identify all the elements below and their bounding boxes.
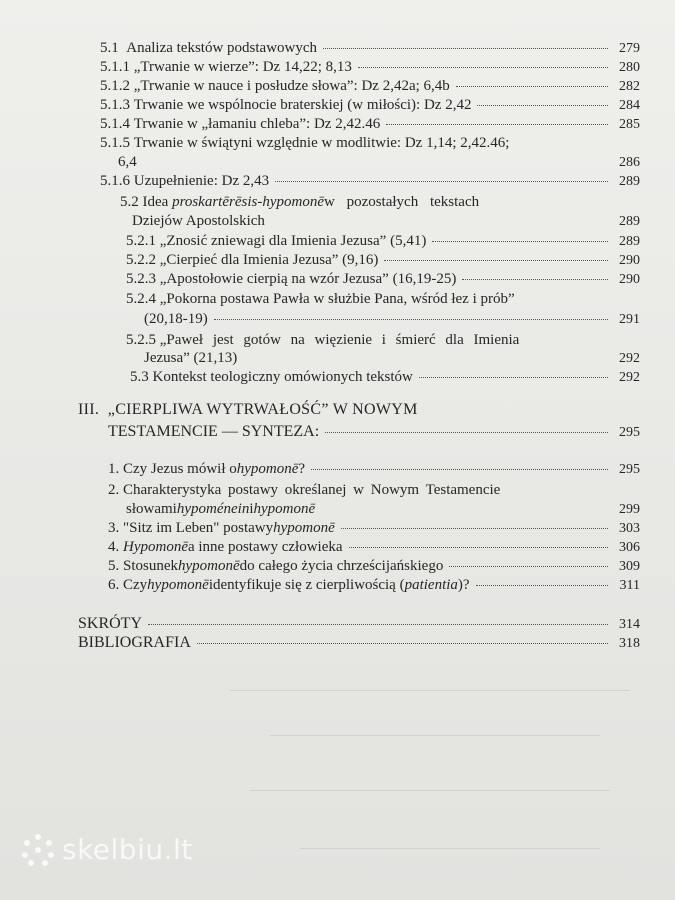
item-italic: hypomonē (178, 558, 240, 574)
entry-title-pre: Idea (142, 194, 169, 210)
part-heading-line2 (108, 423, 640, 442)
page-number: 299 (619, 502, 640, 517)
entry-number: 5.2.5 (126, 332, 156, 348)
toc-entry (126, 290, 640, 308)
dot-leader (358, 67, 608, 68)
toc-entry (100, 96, 640, 115)
synteza-item (108, 519, 640, 538)
toc-entry (126, 270, 640, 289)
entry-number: 5.1.2 (100, 78, 130, 94)
item-number: 2. (108, 482, 120, 498)
page-number: 303 (619, 521, 640, 536)
entry-title-line1: „Paweł jest gotów na więzienie i śmierć dla Imienia (159, 332, 520, 348)
page-number: 295 (619, 425, 640, 440)
item-text: Czy Jezus mówił o (123, 461, 237, 477)
item-text-post: do całego życia chrześcijańskiego (239, 558, 444, 574)
toc-entry (126, 232, 640, 251)
synteza-item (108, 538, 640, 557)
page-number: 284 (619, 98, 640, 113)
page-number: 289 (619, 234, 640, 249)
item-italic: hypomonē (147, 577, 209, 593)
dot-leader (197, 643, 608, 644)
dot-leader (341, 528, 608, 529)
dot-leader (462, 279, 608, 280)
toc-entry (100, 115, 640, 134)
item-italic: patientia (404, 577, 458, 593)
dot-leader (311, 469, 608, 470)
item-text-post: a inne postawy człowieka (187, 539, 343, 555)
synteza-item-continuation (126, 500, 640, 519)
bleed-through-line (250, 790, 610, 791)
part-title-line1: „CIERPLIWA WYTRWAŁOŚĆ” W NOWYM (107, 401, 418, 418)
dot-leader (275, 181, 608, 182)
synteza-item (108, 481, 640, 499)
dot-leader (148, 624, 608, 625)
dot-leader (419, 377, 608, 378)
part-numeral: III. (78, 401, 100, 418)
item-number: 1. (108, 461, 120, 477)
dot-leader (456, 86, 608, 87)
entry-title: Uzupełnienie: Dz 2,43 (133, 173, 270, 189)
item-italic: hypomonē (273, 520, 335, 536)
toc-entry (126, 251, 640, 270)
bleed-through-line (270, 735, 600, 736)
page-number: 292 (619, 351, 640, 366)
entry-number: 5.1.3 (100, 97, 130, 113)
synteza-item (108, 576, 640, 595)
page-number: 292 (619, 370, 640, 385)
page-number: 285 (619, 117, 640, 132)
synteza-item (108, 460, 640, 479)
page-number: 279 (619, 41, 640, 56)
item-text: Czy (123, 577, 148, 593)
entry-title-line2: Dziejów Apostolskich (132, 213, 265, 229)
entry-number: 5.2.4 (126, 291, 156, 307)
entry-title-line2: (20,18-19) (144, 311, 208, 327)
page-number: 318 (619, 636, 640, 651)
entry-title-line1: „Pokorna postawa Pawła w służbie Pana, wśród łez i prób” (159, 291, 515, 307)
item-text: "Sitz im Leben" postawy (123, 520, 274, 536)
entry-number: 5.1.1 (100, 59, 130, 75)
dot-leader (432, 241, 608, 242)
page-number: 280 (619, 60, 640, 75)
item-number: 6. (108, 577, 120, 593)
entry-title-italic: proskartērēsis-hypomonē (172, 194, 324, 210)
entry-number: 5.2.3 (126, 271, 156, 287)
item-number: 3. (108, 520, 120, 536)
toc-entry (100, 39, 640, 58)
toc-entry (100, 172, 640, 191)
item-text: Stosunek (123, 558, 179, 574)
dot-leader (386, 124, 608, 125)
dot-leader (323, 48, 608, 49)
entry-number: 5.2.2 (126, 252, 156, 268)
item-text-line1: Charakterystyka postawy określanej w Nowym Testamencie (123, 482, 501, 498)
entry-title-line1: Trwanie w świątyni względnie w modlitwie: Dz 1,14; 2,42.46; (133, 135, 510, 151)
dot-leader (349, 547, 608, 548)
item-text-post: identyfikuje się z cierpliwością ( (208, 577, 405, 593)
entry-number: 5.2.1 (126, 233, 156, 249)
toc-entry-continuation (144, 310, 640, 329)
bleed-through-line (230, 690, 630, 691)
item-text: słowami (126, 501, 177, 517)
item-italic: hypomonē (236, 461, 299, 477)
dot-leader (214, 319, 608, 320)
toc-entry (100, 134, 640, 152)
toc-entry-continuation (132, 212, 640, 231)
entry-title: „Trwanie w nauce i posłudze słowa”: Dz 2,42a; 6,4b (133, 78, 450, 94)
end-section (78, 634, 640, 653)
page-number: 314 (619, 617, 640, 632)
entry-title: Trwanie w „łamaniu chleba”: Dz 2,42.46 (133, 116, 381, 132)
item-italic: Hypomonē (123, 539, 188, 555)
entry-title: „Apostołowie cierpią na wzór Jezusa” (16,19-25) (159, 271, 457, 287)
toc-entry-continuation (118, 153, 640, 172)
synteza-item (108, 557, 640, 576)
entry-number: 5.1.5 (100, 135, 130, 151)
watermark-text: skelbiu.lt (62, 833, 193, 866)
entry-number: 5.3 (130, 369, 149, 385)
toc-entry (100, 58, 640, 77)
entry-title-line2: Jezusa” (21,13) (144, 350, 238, 366)
page-number: 291 (619, 312, 640, 327)
toc-entry-continuation (144, 349, 640, 368)
item-italic: hypoménein (176, 501, 250, 517)
toc-entry (100, 77, 640, 96)
entry-title: Trwanie we wspólnocie braterskiej (w miłości): Dz 2,42 (133, 97, 472, 113)
page-number: 295 (619, 462, 640, 477)
watermark-logo-icon (22, 834, 54, 866)
section-title: SKRÓTY (78, 615, 143, 632)
entry-number: 5.1 (100, 40, 119, 56)
entry-title: „Cierpieć dla Imienia Jezusa” (9,16) (159, 252, 379, 268)
page-number: 289 (619, 214, 640, 229)
item-number: 4. (108, 539, 120, 555)
entry-number: 5.1.4 (100, 116, 130, 132)
entry-title: Kontekst teologiczny omówionych tekstów (152, 369, 413, 385)
section-title: BIBLIOGRAFIA (78, 634, 191, 651)
entry-title: Analiza tekstów podstawowych (126, 40, 318, 56)
item-text-post2: )? (457, 577, 470, 593)
page-number: 306 (619, 540, 640, 555)
entry-title-line2: 6,4 (118, 154, 137, 170)
item-text-mid: i (249, 501, 254, 517)
entry-number: 5.1.6 (100, 173, 130, 189)
item-number: 5. (108, 558, 120, 574)
dot-leader (325, 432, 608, 433)
item-text-post: ? (298, 461, 306, 477)
part-title-line2: TESTAMENCIE — SYNTEZA: (108, 423, 320, 440)
bleed-through-line (300, 848, 600, 849)
entry-number: 5.2 (120, 194, 139, 210)
site-watermark (22, 833, 193, 866)
item-italic: hypomonē (253, 501, 316, 517)
dot-leader (476, 585, 608, 586)
entry-title-post: w pozostałych tekstach (323, 194, 480, 210)
dot-leader (384, 260, 608, 261)
dot-leader (449, 566, 608, 567)
toc-entry (130, 368, 640, 387)
page-number: 282 (619, 79, 640, 94)
entry-title: „Znosić zniewagi dla Imienia Jezusa” (5,41) (159, 233, 427, 249)
page-number: 290 (619, 272, 640, 287)
page-number: 311 (619, 578, 640, 593)
toc-entry (120, 193, 640, 211)
end-section (78, 615, 640, 634)
dot-leader (477, 105, 608, 106)
page-number: 290 (619, 253, 640, 268)
entry-title: „Trwanie w wierze”: Dz 14,22; 8,13 (133, 59, 352, 75)
part-heading-line1 (78, 401, 418, 419)
toc-entry (126, 331, 640, 349)
page-number: 286 (619, 155, 640, 170)
page-number: 309 (619, 559, 640, 574)
page-number: 289 (619, 174, 640, 189)
